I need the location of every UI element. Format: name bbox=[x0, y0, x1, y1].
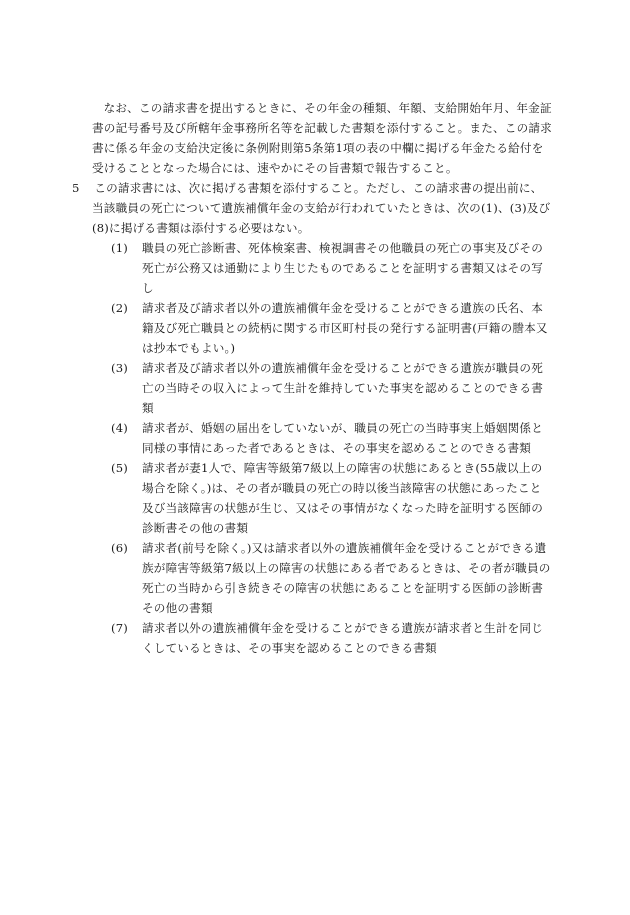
sub-item-number: (7) bbox=[110, 621, 128, 635]
sub-item-text: 請求者(前号を除く。)又は請求者以外の遺族補償年金を受けることができる遺族が障害等級第7級以上の障害の状態にある者であるときは、その者が職員の死亡の当時から引き続きその障害の状態にあることを証明する医師の診断書その他の書類 bbox=[142, 541, 551, 615]
sub-item-list bbox=[92, 238, 552, 658]
sub-item-5 bbox=[100, 458, 552, 538]
item-5 bbox=[72, 178, 552, 238]
sub-item-text: 請求者が、婚姻の届出をしていないが、職員の死亡の当時事実上婚姻関係と同様の事情にあった者であるときは、その事実を認めることのできる書類 bbox=[142, 421, 543, 455]
sub-item-text: 請求者以外の遺族補償年金を受けることができる遺族が請求者と生計を同じくしているときは、その事実を認めることのできる書類 bbox=[142, 621, 543, 655]
sub-item-number: (3) bbox=[110, 361, 128, 375]
document-body bbox=[72, 98, 552, 658]
sub-item-number: (5) bbox=[110, 461, 128, 475]
sub-item-text: 請求者が妻1人で、障害等級第7級以上の障害の状態にあるとき(55歳以上の場合を除く。)は、その者が職員の死亡の時以後当該障害の状態にあったこと及び当該障害の状態が生じ、又はその事情がなくなった時を証明する医師の診断書その他の書類 bbox=[142, 461, 543, 535]
sub-item-number: (1) bbox=[110, 241, 128, 255]
sub-item-number: (2) bbox=[110, 301, 128, 315]
item-5-text: この請求書には、次に掲げる書類を添付すること。ただし、この請求書の提出前に、当該職員の死亡について遺族補償年金の支給が行われていたときは、次の(1)、(3)及び(8)に掲げる書類は添付する必要はない。 bbox=[92, 181, 551, 235]
item-5-number: 5 bbox=[72, 181, 80, 195]
sub-item-4 bbox=[100, 418, 552, 458]
sub-item-text: 職員の死亡診断書、死体検案書、検視調書その他職員の死亡の事実及びその死亡が公務又は通勤により生じたものであることを証明する書類又はその写し bbox=[142, 241, 543, 295]
sub-item-1 bbox=[100, 238, 552, 298]
note-paragraph: なお、この請求書を提出するときに、その年金の種類、年額、支給開始年月、年金証書の記号番号及び所轄年金事務所名等を記載した書類を添付すること。また、この請求書に係る年金の支給決定後に条例附則第5条第1項の表の中欄に掲げる年金たる給付を受けることとなった場合には、速やかにその旨書類で報告すること。 bbox=[92, 101, 552, 175]
sub-item-3 bbox=[100, 358, 552, 418]
sub-item-text: 請求者及び請求者以外の遺族補償年金を受けることができる遺族の氏名、本籍及び死亡職員との続柄に関する市区町村長の発行する証明書(戸籍の謄本又は抄本でもよい。) bbox=[142, 301, 548, 355]
sub-item-number: (4) bbox=[110, 421, 128, 435]
sub-item-number: (6) bbox=[110, 541, 128, 555]
sub-item-6 bbox=[100, 538, 552, 618]
sub-item-7 bbox=[100, 618, 552, 658]
sub-item-2 bbox=[100, 298, 552, 358]
sub-item-text: 請求者及び請求者以外の遺族補償年金を受けることができる遺族が職員の死亡の当時その収入によって生計を維持していた事実を認めることのできる書類 bbox=[142, 361, 543, 415]
